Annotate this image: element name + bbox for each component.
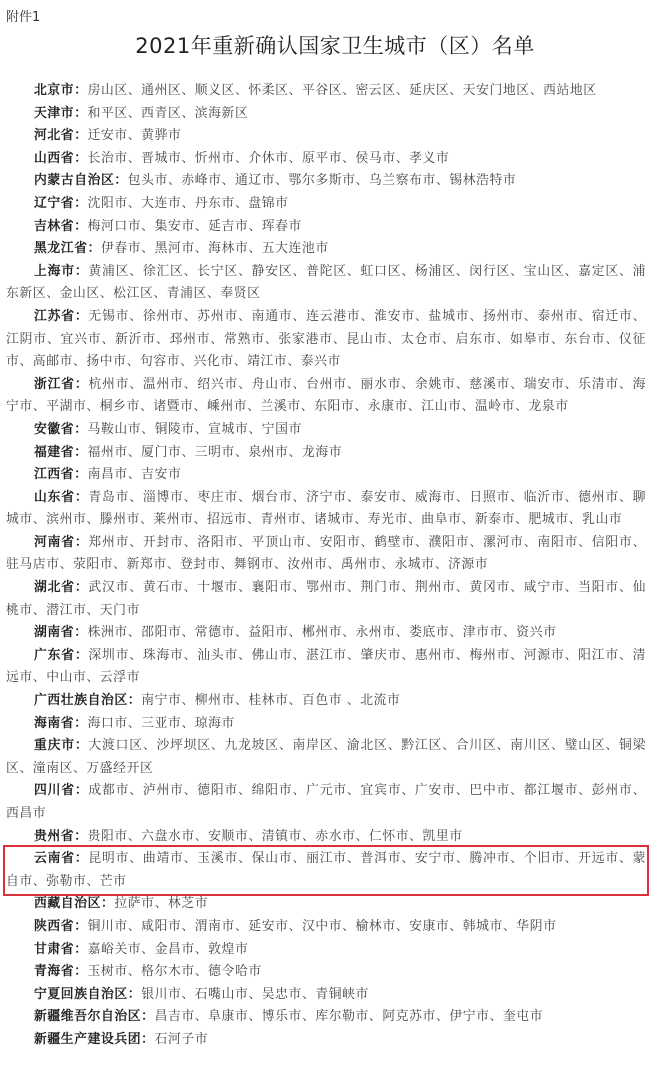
- region-label: 辽宁省：: [34, 195, 88, 211]
- list-item: [6, 961, 646, 984]
- list-item: [6, 826, 646, 849]
- list-item: [6, 442, 646, 465]
- region-label: 四川省：: [34, 783, 89, 799]
- region-label: 福建省：: [34, 444, 88, 460]
- region-label: 广东省：: [34, 647, 89, 663]
- region-label: 甘肃省：: [34, 941, 88, 957]
- city-names: 包头市、赤峰市、通辽市、鄂尔多斯市、乌兰察布市、锡林浩特市: [127, 173, 517, 189]
- region-label: 湖南省：: [34, 625, 88, 641]
- city-list: [6, 80, 646, 1052]
- city-names: 梅河口市、集安市、延吉市、珲春市: [87, 218, 302, 234]
- city-names: 郑州市、开封市、洛阳市、平顶山市、安阳市、鹤壁市、濮阳市、漯河市、南阳市、信阳市、驻马店市、荥阳市、新郑市、登封市、舞钢市、汝州市、禹州市、永城市、济源市: [6, 534, 646, 573]
- list-item: [6, 939, 646, 962]
- list-item: [6, 238, 646, 261]
- city-names: 大渡口区、沙坪坝区、九龙坡区、南岸区、渝北区、黔江区、合川区、南川区、璧山区、铜梁区、潼南区、万盛经开区: [6, 738, 646, 776]
- list-item: [6, 170, 646, 193]
- region-label: 新疆维吾尔自治区：: [34, 1009, 155, 1025]
- list-item: [6, 261, 646, 306]
- city-names: 和平区、西青区、滨海新区: [87, 105, 249, 121]
- region-label: 山东省：: [34, 489, 89, 505]
- region-label: 天津市：: [34, 105, 88, 121]
- city-names: 昆明市、曲靖市、玉溪市、保山市、丽江市、普洱市、安宁市、腾冲市、个旧市、开远市、蒙自市、弥勒市、芒市: [6, 851, 646, 889]
- document-title: 2021年重新确认国家卫生城市（区）名单: [135, 34, 535, 58]
- list-item: [6, 487, 646, 532]
- region-label: 江西省：: [34, 467, 88, 483]
- region-label: 内蒙古自治区：: [34, 173, 128, 189]
- list-item: [6, 193, 646, 216]
- region-label: 青海省：: [34, 964, 88, 980]
- city-names: 南宁市、柳州市、桂林市、百色市 、北流市: [141, 693, 401, 709]
- list-item: [6, 780, 646, 825]
- list-item: [6, 1006, 646, 1029]
- region-label: 北京市：: [34, 83, 88, 98]
- city-names: 玉树市、格尔木市、德令哈市: [87, 964, 262, 980]
- city-names: 青岛市、淄博市、枣庄市、烟台市、济宁市、泰安市、威海市、日照市、临沂市、德州市、聊城市、滨州市、滕州市、莱州市、招远市、青州市、诸城市、寿光市、曲阜市、新泰市、肥城市、乳山市: [6, 489, 646, 528]
- region-label: 重庆市：: [34, 738, 89, 754]
- list-item-highlighted: [6, 848, 646, 893]
- list-item: [6, 622, 646, 645]
- list-item: [6, 80, 646, 103]
- region-label: 湖北省：: [34, 580, 89, 596]
- region-label: 宁夏回族自治区：: [34, 986, 142, 1002]
- list-item: [6, 374, 646, 419]
- list-item: [6, 916, 646, 939]
- list-item: [6, 735, 646, 780]
- city-names: 银川市、石嘴山市、吴忠市、青铜峡市: [141, 986, 369, 1002]
- list-item: [6, 148, 646, 171]
- list-item: [6, 464, 646, 487]
- region-label: 云南省：: [34, 851, 89, 867]
- city-names: 福州市、厦门市、三明市、泉州市、龙海市: [87, 444, 343, 460]
- city-names: 无锡市、徐州市、苏州市、南通市、连云港市、淮安市、盐城市、扬州市、泰州市、宿迁市、江阴市、宜兴市、新沂市、邳州市、常熟市、张家港市、昆山市、太仓市、启东市、如皋市、东台市、仪征市、高邮市、扬中市、句容市、兴化市、靖江市、泰兴市: [6, 308, 646, 370]
- region-label: 吉林省：: [34, 218, 88, 234]
- list-item: [6, 984, 646, 1007]
- list-item: [6, 577, 646, 622]
- city-names: 南昌市、吉安市: [87, 467, 182, 483]
- region-label: 浙江省：: [34, 376, 89, 392]
- city-names: 伊春市、黑河市、海林市、五大连池市: [100, 241, 329, 257]
- region-label: 上海市：: [34, 263, 89, 279]
- region-label: 海南省：: [34, 715, 88, 731]
- list-item: [6, 713, 646, 736]
- city-names: 铜川市、咸阳市、渭南市、延安市、汉中市、榆林市、安康市、韩城市、华阴市: [87, 918, 557, 934]
- region-label: 山西省：: [34, 150, 88, 166]
- region-label: 西藏自治区：: [34, 896, 115, 912]
- list-item: [6, 690, 646, 713]
- list-item: [6, 645, 646, 690]
- region-label: 河北省：: [34, 128, 88, 144]
- city-names: 马鞍山市、铜陵市、宣城市、宁国市: [87, 421, 302, 437]
- region-label: 贵州省：: [34, 828, 88, 844]
- region-label: 黑龙江省：: [34, 241, 101, 257]
- city-names: 石河子市: [154, 1031, 209, 1047]
- list-item: [6, 216, 646, 239]
- city-names: 嘉峪关市、金昌市、敦煌市: [87, 941, 249, 957]
- region-label: 河南省：: [34, 534, 89, 550]
- list-item: [6, 1029, 646, 1052]
- city-names: 沈阳市、大连市、丹东市、盘锦市: [87, 195, 289, 211]
- city-names: 拉萨市、林芝市: [114, 896, 209, 912]
- city-names: 海口市、三亚市、琼海市: [87, 715, 235, 731]
- city-names: 迁安市、黄骅市: [87, 128, 182, 144]
- city-names: 深圳市、珠海市、汕头市、佛山市、湛江市、肇庆市、惠州市、梅州市、河源市、阳江市、清远市、中山市、云浮市: [6, 647, 646, 686]
- city-names: 杭州市、温州市、绍兴市、舟山市、台州市、丽水市、余姚市、慈溪市、瑞安市、乐清市、海宁市、平湖市、桐乡市、诸暨市、嵊州市、兰溪市、东阳市、永康市、江山市、温岭市、龙泉市: [6, 376, 646, 415]
- list-item: [6, 306, 646, 374]
- city-names: 昌吉市、阜康市、博乐市、库尔勒市、阿克苏市、伊宁市、奎屯市: [154, 1009, 544, 1025]
- region-label: 安徽省：: [34, 421, 88, 437]
- city-names: 房山区、通州区、顺义区、怀柔区、平谷区、密云区、延庆区、天安门地区、西站地区: [87, 83, 597, 98]
- region-label: 新疆生产建设兵团：: [34, 1031, 155, 1047]
- city-names: 长治市、晋城市、忻州市、介休市、原平市、侯马市、孝义市: [87, 150, 450, 166]
- attachment-label: 附件1: [6, 10, 41, 25]
- city-names: 武汉市、黄石市、十堰市、襄阳市、鄂州市、荆门市、荆州市、黄冈市、咸宁市、当阳市、仙桃市、潜江市、天门市: [6, 580, 646, 618]
- city-names: 贵阳市、六盘水市、安顺市、清镇市、赤水市、仁怀市、凯里市: [87, 828, 463, 844]
- list-item: [6, 103, 646, 126]
- region-label: 江苏省：: [34, 308, 89, 324]
- city-names: 黄浦区、徐汇区、长宁区、静安区、普陀区、虹口区、杨浦区、闵行区、宝山区、嘉定区、浦东新区、金山区、松江区、青浦区、奉贤区: [6, 263, 646, 302]
- list-item: [6, 532, 646, 577]
- list-item: [6, 419, 646, 442]
- region-label: 广西壮族自治区：: [34, 693, 142, 709]
- city-names: 株洲市、邵阳市、常德市、益阳市、郴州市、永州市、娄底市、津市市、资兴市: [87, 625, 557, 641]
- city-names: 成都市、泸州市、德阳市、绵阳市、广元市、宜宾市、广安市、巴中市、都江堰市、彭州市、西昌市: [6, 783, 646, 821]
- region-label: 陕西省：: [34, 918, 88, 934]
- list-item: [6, 893, 646, 916]
- list-item: [6, 125, 646, 148]
